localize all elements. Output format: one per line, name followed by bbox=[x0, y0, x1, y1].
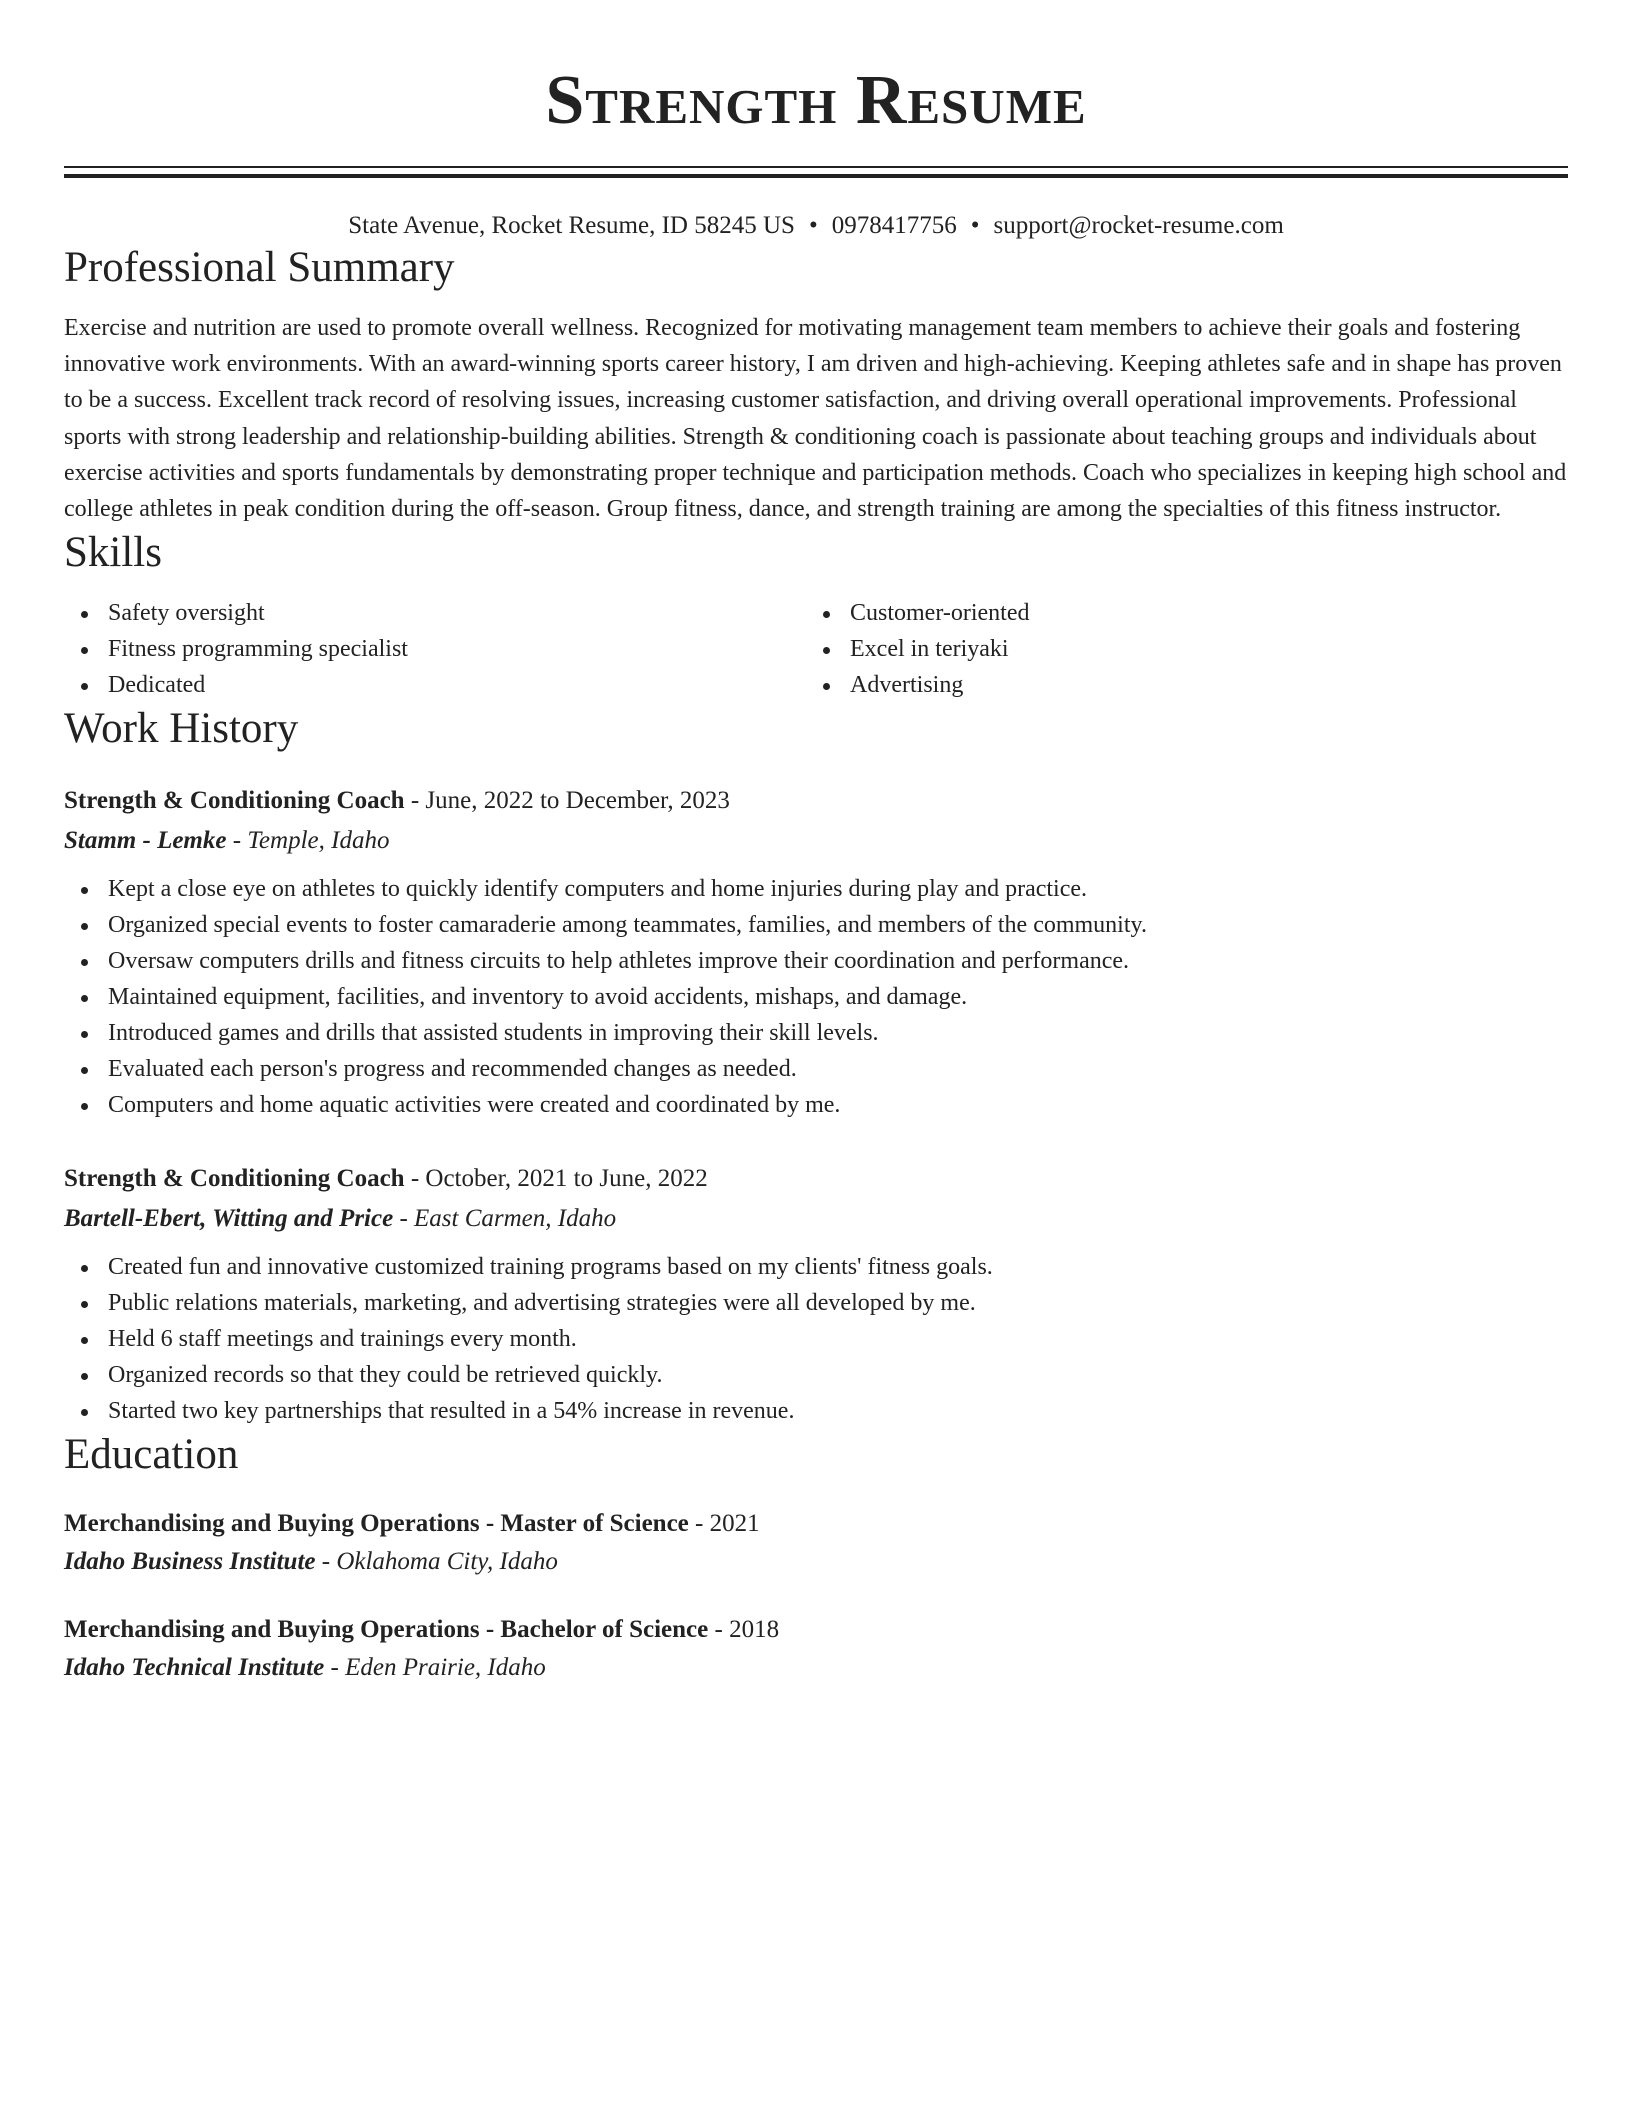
resume-name: Strength Resume bbox=[545, 62, 1087, 139]
dash-separator: - bbox=[393, 1205, 415, 1233]
skill-item: Safety oversight bbox=[64, 595, 806, 631]
dash-separator: - bbox=[708, 1616, 730, 1644]
education-year: 2021 bbox=[709, 1510, 760, 1538]
job-bullet: Kept a close eye on athletes to quickly identify computers and home injuries during play and practice. bbox=[64, 871, 1568, 907]
skills-grid bbox=[64, 595, 1568, 703]
education-degree: Merchandising and Buying Operations - Master of Science bbox=[64, 1510, 689, 1538]
job-bullet: Computers and home aquatic activities were created and coordinated by me. bbox=[64, 1087, 1568, 1123]
job-title-line bbox=[64, 1159, 1568, 1199]
job-bullet: Public relations materials, marketing, and advertising strategies were all developed by me. bbox=[64, 1285, 1568, 1321]
job-bullet: Created fun and innovative customized training programs based on my clients' fitness goals. bbox=[64, 1249, 1568, 1285]
contact-separator: • bbox=[970, 212, 980, 239]
job-company: Stamm - Lemke bbox=[64, 827, 227, 855]
contact-separator: • bbox=[808, 212, 818, 239]
dash-separator: - bbox=[404, 1165, 426, 1193]
education-location: Oklahoma City, Idaho bbox=[336, 1548, 558, 1576]
dash-separator: - bbox=[324, 1654, 346, 1682]
dash-separator: - bbox=[226, 827, 248, 855]
education-year: 2018 bbox=[729, 1616, 780, 1644]
education-school: Idaho Technical Institute bbox=[64, 1654, 325, 1682]
skills-column-left bbox=[64, 595, 806, 703]
education-entry bbox=[64, 1505, 1568, 1581]
contact-email[interactable]: support@rocket-resume.com bbox=[993, 212, 1284, 239]
job-bullet: Oversaw computers drills and fitness circuits to help athletes improve their coordination and performance. bbox=[64, 943, 1568, 979]
job-location: East Carmen, Idaho bbox=[414, 1205, 617, 1233]
dash-separator: - bbox=[688, 1510, 710, 1538]
job-bullets bbox=[64, 1249, 1568, 1429]
skill-item: Dedicated bbox=[64, 667, 806, 703]
job-company-line bbox=[64, 1199, 1568, 1239]
job-bullet: Organized records so that they could be retrieved quickly. bbox=[64, 1357, 1568, 1393]
job-dates: June, 2022 to December, 2023 bbox=[425, 787, 730, 815]
skill-item: Customer-oriented bbox=[806, 595, 1548, 631]
job-entry bbox=[64, 1159, 1568, 1429]
skills-heading: Skills bbox=[64, 529, 162, 577]
job-bullet: Introduced games and drills that assisted students in improving their skill levels. bbox=[64, 1015, 1568, 1051]
dash-separator: - bbox=[404, 787, 426, 815]
education-degree-line bbox=[64, 1611, 1568, 1649]
skill-item: Fitness programming specialist bbox=[64, 631, 806, 667]
education-degree-line bbox=[64, 1505, 1568, 1543]
work-history-heading: Work History bbox=[64, 705, 299, 753]
job-role: Strength & Conditioning Coach bbox=[64, 787, 405, 815]
job-dates: October, 2021 to June, 2022 bbox=[425, 1165, 708, 1193]
summary-text: Exercise and nutrition are used to promote overall wellness. Recognized for motivating management team members to achieve their goals and fostering innovative work environments. With an award-winning sports career history, I am driven and high-achieving. Keeping athletes safe and in shape has proven to be a success. Excellent track record of resolving issues, increasing customer satisfaction, and driving overall operational improvements. Professional sports with strong leadership and relationship-building abilities. Strength & conditioning coach is passionate about teaching groups and individuals about exercise activities and sports fundamentals by demonstrating proper technique and participation methods. Coach who specializes in keeping high school and college athletes in peak condition during the off-season. Group fitness, dance, and strength training are among the specialties of this fitness instructor. bbox=[64, 315, 1567, 523]
education-location: Eden Prairie, Idaho bbox=[345, 1654, 546, 1682]
contact-address: State Avenue, Rocket Resume, ID 58245 US bbox=[348, 212, 795, 239]
job-role: Strength & Conditioning Coach bbox=[64, 1165, 405, 1193]
education-degree: Merchandising and Buying Operations - Bachelor of Science bbox=[64, 1616, 709, 1644]
job-title-line bbox=[64, 781, 1568, 821]
education-school-line bbox=[64, 1649, 1568, 1687]
contact-line bbox=[64, 210, 1568, 242]
job-company-line bbox=[64, 821, 1568, 861]
education-school: Idaho Business Institute bbox=[64, 1548, 316, 1576]
job-bullet: Organized special events to foster camaraderie among teammates, families, and members of the community. bbox=[64, 907, 1568, 943]
job-bullet: Maintained equipment, facilities, and inventory to avoid accidents, mishaps, and damage. bbox=[64, 979, 1568, 1015]
summary-heading: Professional Summary bbox=[64, 244, 455, 291]
education-heading: Education bbox=[64, 1431, 239, 1479]
job-entry bbox=[64, 781, 1568, 1123]
skill-item: Excel in teriyaki bbox=[806, 631, 1548, 667]
education-entry bbox=[64, 1611, 1568, 1687]
job-company: Bartell-Ebert, Witting and Price bbox=[64, 1205, 394, 1233]
header-rule-thick bbox=[64, 174, 1568, 178]
skill-item: Advertising bbox=[806, 667, 1548, 703]
job-bullet: Started two key partnerships that resulted in a 54% increase in revenue. bbox=[64, 1393, 1568, 1429]
contact-phone: 0978417756 bbox=[831, 212, 957, 239]
skills-column-right bbox=[806, 595, 1548, 703]
dash-separator: - bbox=[315, 1548, 337, 1576]
job-location: Temple, Idaho bbox=[247, 827, 390, 855]
job-bullet: Held 6 staff meetings and trainings every month. bbox=[64, 1321, 1568, 1357]
education-school-line bbox=[64, 1543, 1568, 1581]
header-rule-thin bbox=[64, 166, 1568, 168]
job-bullets bbox=[64, 871, 1568, 1123]
job-bullet: Evaluated each person's progress and recommended changes as needed. bbox=[64, 1051, 1568, 1087]
